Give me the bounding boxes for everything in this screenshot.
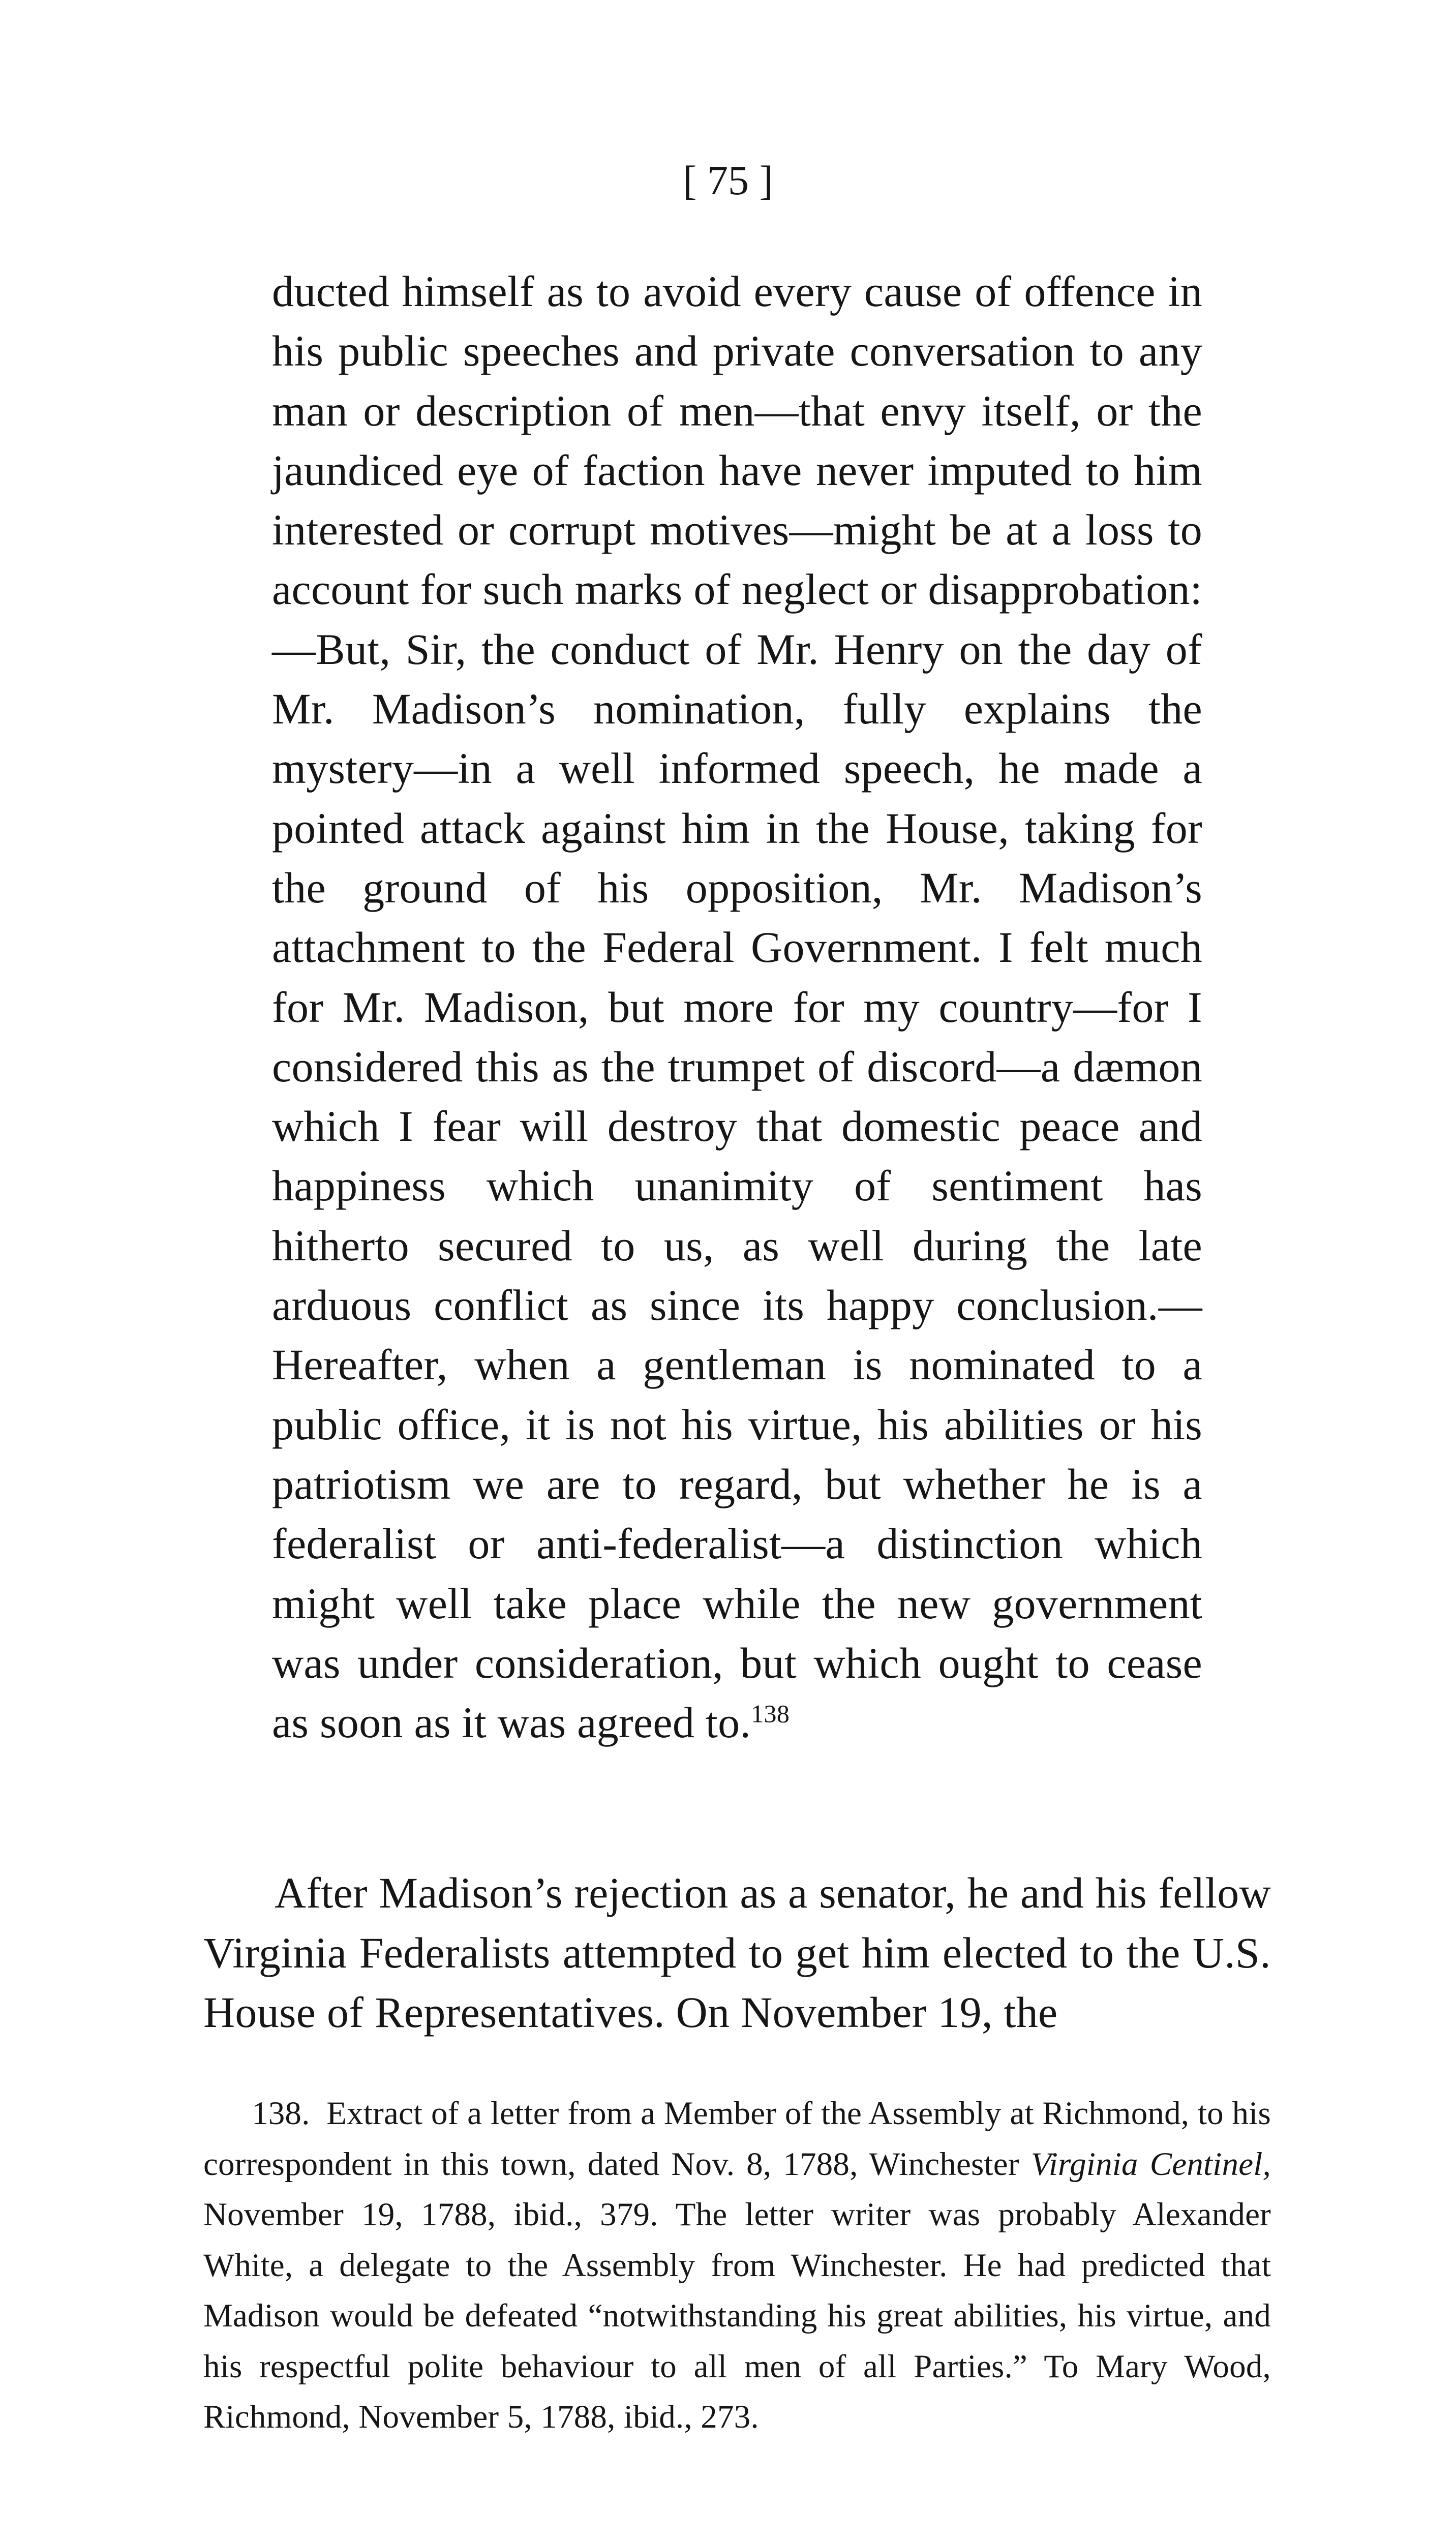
footnote-text-part-1: Extract of a letter from a Member of the Assembly at Richmond, to his correspondent in this town, dated Nov. 8, 1788, Winchester bbox=[203, 2095, 1271, 2183]
block-quote-text: ducted himself as to avoid every cause of offence in his public speeches and private conversation to any man or description of men—that envy itself, or the jaundiced eye of faction have never imputed to him interested or corrupt motives—might be at a loss to account for such marks of neglect or disapprobation:—But, Sir, the conduct of Mr. Henry on the day of Mr. Madison’s nomination, fully explains the mystery—in a well informed speech, he made a pointed attack against him in the House, taking for the ground of his opposition, Mr. Madison’s attachment to the Federal Government. I felt much for Mr. Madison, but more for my country—for I considered this as the trumpet of discord—a dæmon which I fear will destroy that domestic peace and happiness which unanimity of sentiment has hitherto secured to us, as well during the late arduous conflict as since its happy conclusion.—Hereafter, when a gentleman is nominated to a public office, it is not his virtue, his abilities or his patriotism we are to regard, but whether he is a federalist or anti-federalist—a distinction which might well take place while the new government was under consideration, but which ought to cease as soon as it was agreed to. bbox=[272, 267, 1202, 1747]
footnote-text-part-2: November 19, 1788, ibid., 379. The letter writer was probably Alexander White, a delegate to the Assembly from Winchester. He had predicted that Madison would be defeated “notwithstanding his great abilities, his virtue, and his respectful polite behaviour to all men of all Parties.” To Mary Wood, Richmond, November 5, 1788, ibid., 273. bbox=[203, 2196, 1271, 2435]
footnote-reference: 138 bbox=[751, 1699, 790, 1728]
page-number: [ 75 ] bbox=[683, 157, 773, 203]
body-paragraph: After Madison’s rejection as a senator, he and his fellow Virginia Federalists attempted to get him elected to the U.S. House of Representatives. On November 19, the bbox=[203, 1868, 1271, 2037]
footnote-number: 138. bbox=[252, 2095, 310, 2132]
newspaper-title: Virginia Centinel, bbox=[1030, 2145, 1271, 2183]
block-quote bbox=[272, 262, 1202, 1752]
footnote bbox=[203, 2089, 1271, 2443]
